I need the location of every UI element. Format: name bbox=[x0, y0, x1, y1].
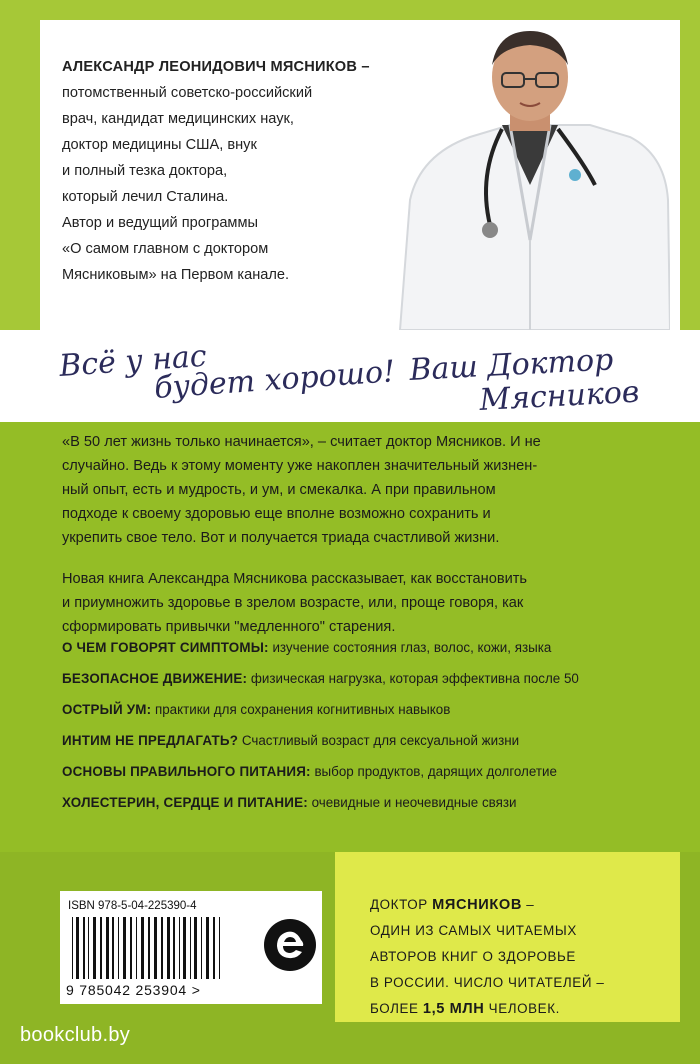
barcode-bar bbox=[213, 917, 215, 979]
barcode-bar bbox=[201, 917, 202, 979]
barcode-bar bbox=[190, 917, 191, 979]
description-line: и приумножить здоровье в зрелом возрасте, или, проще говоря, как bbox=[62, 595, 524, 611]
claim-line: ОДИН ИЗ САМЫХ ЧИТАЕМЫХ bbox=[370, 923, 577, 938]
claim-line bbox=[370, 996, 670, 1022]
barcode-bar bbox=[206, 917, 209, 979]
barcode-number: 9 785042 253904 > bbox=[66, 982, 201, 998]
barcode-bar bbox=[100, 917, 102, 979]
author-line: который лечил Сталина. bbox=[62, 189, 229, 205]
barcode-bar bbox=[118, 917, 119, 979]
barcode-bar bbox=[72, 917, 73, 979]
barcode-bar bbox=[123, 917, 126, 979]
feature-item bbox=[62, 671, 579, 686]
barcode-bar bbox=[130, 917, 132, 979]
barcode-bar bbox=[167, 917, 170, 979]
barcode-bar bbox=[106, 917, 109, 979]
description-line: Новая книга Александра Мясникова рассказывает, как восстановить bbox=[62, 571, 528, 587]
barcode-bar bbox=[173, 917, 175, 979]
author-line: и полный тезка доктора, bbox=[62, 163, 228, 179]
barcode-bar bbox=[136, 917, 137, 979]
claim-emphasis: МЯСНИКОВ bbox=[432, 897, 522, 913]
intro-line: подходе к своему здоровью еще вполне возможно сохранить и bbox=[62, 506, 491, 522]
claim-line: АВТОРОВ КНИГ О ЗДОРОВЬЕ bbox=[370, 949, 576, 964]
barcode-bar bbox=[112, 917, 114, 979]
barcode-bar bbox=[83, 917, 85, 979]
barcode-icon bbox=[70, 917, 260, 979]
barcode-bar bbox=[76, 917, 79, 979]
claim-text: ДОКТОР bbox=[370, 897, 433, 912]
feature-title: ХОЛЕСТЕРИН, СЕРДЦЕ И ПИТАНИЕ: bbox=[62, 795, 308, 810]
intro-line: ный опыт, есть и мудрость, и ум, и смекалка. А при правильном bbox=[62, 482, 496, 498]
feature-item bbox=[62, 640, 551, 655]
feature-text: очевидные и неочевидные связи bbox=[307, 795, 517, 810]
author-line: потомственный советско-российский bbox=[62, 85, 313, 101]
publisher-logo-icon bbox=[263, 918, 317, 972]
book-description bbox=[62, 567, 682, 639]
feature-item bbox=[62, 795, 517, 810]
barcode-bar bbox=[88, 917, 89, 979]
feature-text: изучение состояния глаз, волос, кожи, языка bbox=[268, 640, 552, 655]
barcode-bar bbox=[194, 917, 197, 979]
signature-line-2: будет хорошо! bbox=[153, 354, 397, 406]
claim-text: – bbox=[521, 897, 535, 912]
feature-item bbox=[62, 702, 450, 717]
author-name: АЛЕКСАНДР ЛЕОНИДОВИЧ МЯСНИКОВ – bbox=[62, 59, 370, 75]
feature-text: практики для сохранения когнитивных навыков bbox=[151, 702, 451, 717]
author-line: «О самом главном с доктором bbox=[62, 241, 269, 257]
author-bio bbox=[62, 54, 392, 288]
intro-line: «В 50 лет жизнь только начинается», – считает доктор Мясников. И не bbox=[62, 434, 541, 450]
barcode-bar bbox=[141, 917, 144, 979]
site-watermark[interactable]: bookclub.by bbox=[20, 1024, 131, 1046]
signature-line-3: Ваш Доктор bbox=[408, 342, 615, 388]
feature-text: выбор продуктов, дарящих долголетие bbox=[310, 764, 557, 779]
barcode-bar bbox=[161, 917, 163, 979]
author-line: Автор и ведущий программы bbox=[62, 215, 258, 231]
feature-text: физическая нагрузка, которая эффективна после 50 bbox=[247, 671, 579, 686]
author-line: врач, кандидат медицинских наук, bbox=[62, 111, 294, 127]
claim-line bbox=[370, 892, 670, 918]
feature-item bbox=[62, 764, 557, 779]
feature-title: ОСТРЫЙ УМ: bbox=[62, 702, 152, 717]
signature-line-4: Мясников bbox=[478, 374, 641, 418]
barcode-bar bbox=[93, 917, 96, 979]
intro-paragraph bbox=[62, 430, 682, 550]
feature-title: ОСНОВЫ ПРАВИЛЬНОГО ПИТАНИЯ: bbox=[62, 764, 311, 779]
doctor-photo bbox=[380, 25, 670, 330]
feature-title: О ЧЕМ ГОВОРЯТ СИМПТОМЫ: bbox=[62, 640, 269, 655]
feature-title: БЕЗОПАСНОЕ ДВИЖЕНИЕ: bbox=[62, 671, 248, 686]
description-line: сформировать привычки "медленного" старения. bbox=[62, 619, 396, 635]
claim-emphasis: 1,5 МЛН bbox=[422, 1001, 485, 1017]
barcode-bar bbox=[148, 917, 150, 979]
feature-title: ИНТИМ НЕ ПРЕДЛАГАТЬ? bbox=[62, 733, 239, 748]
claim-line: В РОССИИ. ЧИСЛО ЧИТАТЕЛЕЙ – bbox=[370, 975, 605, 990]
author-line: Мясниковым» на Первом канале. bbox=[62, 267, 290, 283]
intro-line: случайно. Ведь к этому моменту уже накоплен значительный жизнен- bbox=[62, 458, 538, 474]
barcode-bar bbox=[183, 917, 186, 979]
intro-line: укрепить свое тело. Вот и получается триада счастливой жизни. bbox=[62, 530, 500, 546]
feature-item bbox=[62, 733, 519, 748]
claim-text: БОЛЕЕ bbox=[370, 1001, 423, 1016]
signature-line-1: Всё у нас bbox=[58, 338, 208, 384]
barcode-bar bbox=[154, 917, 157, 979]
bestseller-claim bbox=[370, 892, 670, 1022]
isbn-label: ISBN 978-5-04-225390-4 bbox=[68, 900, 197, 912]
feature-text: Счастливый возраст для сексуальной жизни bbox=[238, 733, 520, 748]
author-line: доктор медицины США, внук bbox=[62, 137, 257, 153]
handwritten-signature bbox=[40, 328, 680, 422]
claim-text: ЧЕЛОВЕК. bbox=[484, 1001, 560, 1016]
barcode-bar bbox=[219, 917, 220, 979]
barcode-bar bbox=[179, 917, 180, 979]
